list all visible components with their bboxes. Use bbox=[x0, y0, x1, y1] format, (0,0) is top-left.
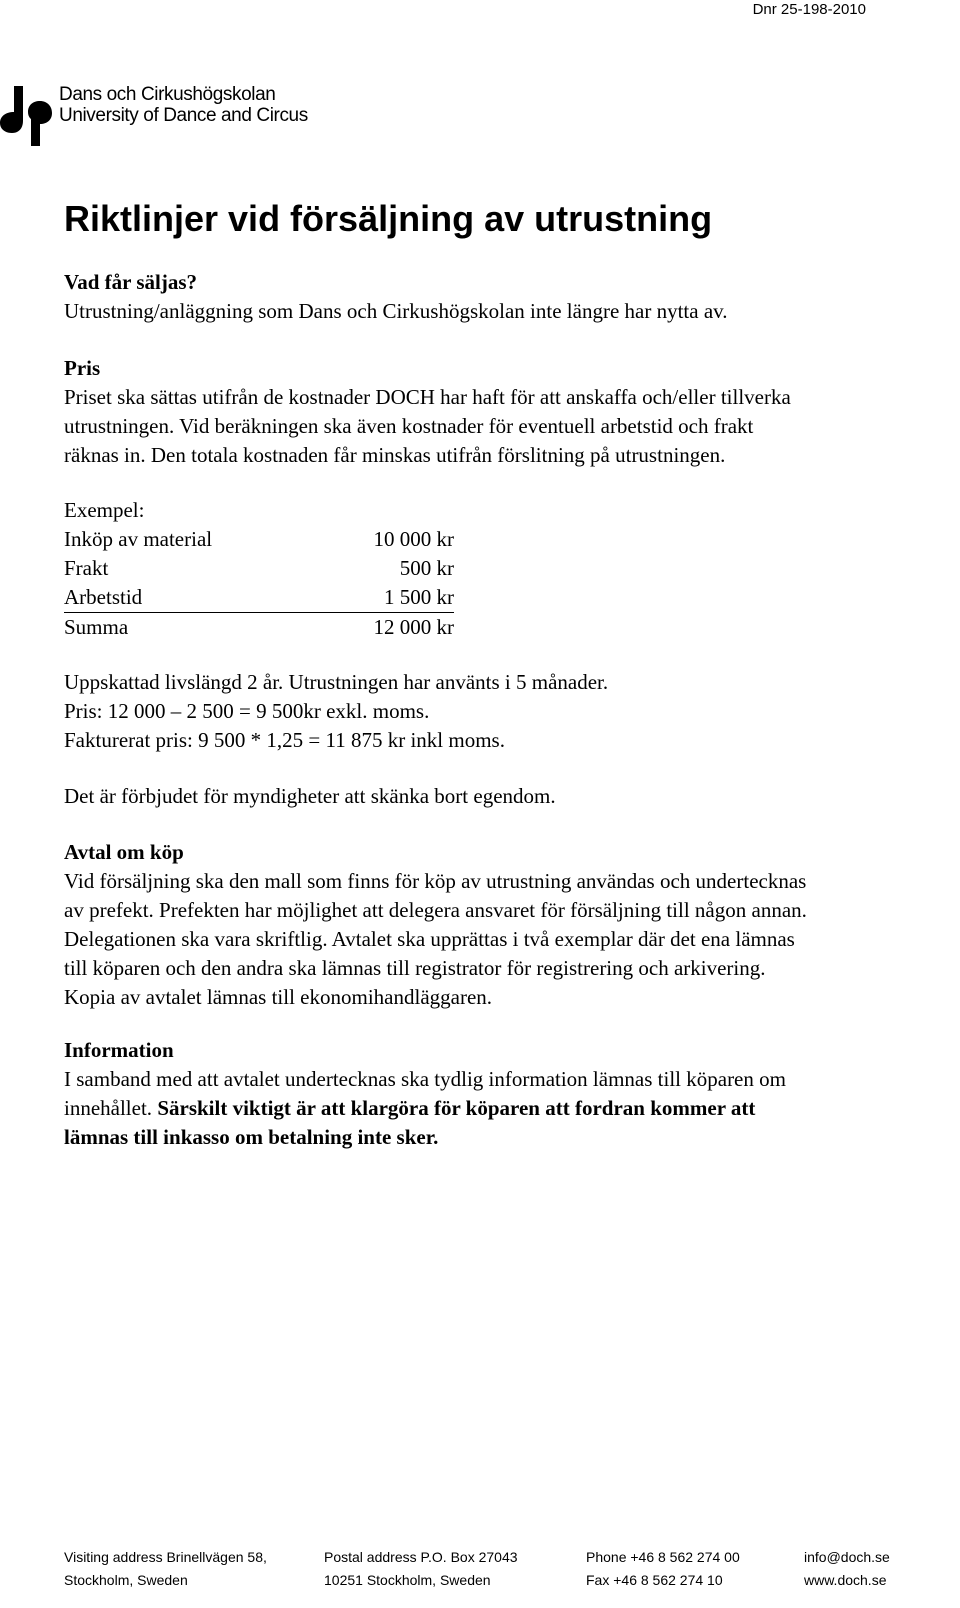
footer-contact bbox=[804, 1546, 890, 1592]
document-number: Dnr 25-198-2010 bbox=[752, 1, 866, 18]
section-heading: Pris bbox=[64, 356, 101, 380]
paragraph-line: Uppskattad livslängd 2 år. Utrustningen har använts i 5 månader. bbox=[64, 670, 609, 694]
visiting-address-line: Visiting address Brinellvägen 58, bbox=[64, 1549, 267, 1565]
doch-logo-mark-icon bbox=[0, 86, 52, 148]
fax-number: Fax +46 8 562 274 10 bbox=[586, 1572, 723, 1588]
table-row bbox=[64, 554, 454, 583]
visiting-address-city: Stockholm, Sweden bbox=[64, 1572, 188, 1588]
email-link[interactable]: info@doch.se bbox=[804, 1549, 890, 1565]
section-information bbox=[64, 1036, 960, 1152]
section-example bbox=[64, 496, 960, 642]
text-span: innehållet. bbox=[64, 1096, 158, 1120]
paragraph-line: I samband med att avtalet undertecknas ska tydlig information lämnas till köparen om bbox=[64, 1067, 786, 1091]
footer-postal-address bbox=[324, 1546, 518, 1592]
website-link[interactable]: www.doch.se bbox=[804, 1572, 887, 1588]
paragraph-line: Pris: 12 000 – 2 500 = 9 500kr exkl. moms. bbox=[64, 699, 430, 723]
paragraph-line: av prefekt. Prefekten har möjlighet att delegera ansvaret för försäljning till någon annan. bbox=[64, 898, 807, 922]
cost-value: 500 kr bbox=[399, 556, 454, 580]
cost-label: Frakt bbox=[64, 556, 109, 580]
cost-label: Inköp av material bbox=[64, 527, 213, 551]
footer-visiting-address bbox=[64, 1546, 267, 1592]
institution-name bbox=[59, 84, 308, 126]
emphasis-text: lämnas till inkasso om betalning inte sker. bbox=[64, 1125, 439, 1149]
forbidden-note bbox=[64, 782, 960, 811]
paragraph-line: till köparen och den andra ska lämnas till registrator för registrering och arkivering. bbox=[64, 956, 766, 980]
section-what-can-be-sold bbox=[64, 268, 960, 326]
section-heading: Avtal om köp bbox=[64, 840, 184, 864]
cost-label: Arbetstid bbox=[64, 583, 354, 613]
cost-label: Summa bbox=[64, 615, 129, 639]
phone-number: Phone +46 8 562 274 00 bbox=[586, 1549, 740, 1565]
cost-value: 1 500 kr bbox=[354, 583, 454, 613]
example-label: Exempel: bbox=[64, 498, 145, 522]
footer-phone-fax bbox=[586, 1546, 740, 1592]
paragraph: Utrustning/anläggning som Dans och Cirkushögskolan inte längre har nytta av. bbox=[64, 299, 728, 323]
cost-example-table bbox=[64, 525, 454, 642]
paragraph-line: utrustningen. Vid beräkningen ska även kostnader för eventuell arbetstid och frakt bbox=[64, 414, 754, 438]
table-row-total bbox=[64, 613, 454, 643]
paragraph-line: Fakturerat pris: 9 500 * 1,25 = 11 875 kr inkl moms. bbox=[64, 728, 505, 752]
example-calculation bbox=[64, 668, 960, 755]
paragraph: Det är förbjudet för myndigheter att skänka bort egendom. bbox=[64, 784, 556, 808]
section-purchase-agreement bbox=[64, 838, 960, 1012]
paragraph-line: Delegationen ska vara skriftlig. Avtalet ska upprättas i två exemplar där det ena lämnas bbox=[64, 927, 795, 951]
paragraph-line: Vid försäljning ska den mall som finns för köp av utrustning användas och undertecknas bbox=[64, 869, 807, 893]
emphasis-text: Särskilt viktigt är att klargöra för köparen att fordran kommer att bbox=[157, 1096, 756, 1120]
section-heading: Information bbox=[64, 1038, 174, 1062]
paragraph-line: Kopia av avtalet lämnas till ekonomihandläggaren. bbox=[64, 985, 493, 1009]
cost-value: 10 000 kr bbox=[373, 527, 454, 551]
table-row bbox=[64, 583, 454, 613]
paragraph-line: Priset ska sättas utifrån de kostnader DOCH har haft för att anskaffa och/eller tillverka bbox=[64, 385, 791, 409]
postal-address-city: 10251 Stockholm, Sweden bbox=[324, 1572, 491, 1588]
paragraph-line: räknas in. Den totala kostnaden får minskas utifrån förslitning på utrustningen. bbox=[64, 443, 726, 467]
institution-name-swedish: Dans och Cirkushögskolan bbox=[59, 84, 276, 105]
paragraph-line bbox=[64, 1094, 960, 1123]
institution-name-english: University of Dance and Circus bbox=[59, 105, 308, 126]
table-row bbox=[64, 525, 454, 554]
postal-address-line: Postal address P.O. Box 27043 bbox=[324, 1549, 518, 1565]
section-price bbox=[64, 354, 960, 470]
section-heading: Vad får säljas? bbox=[64, 270, 198, 294]
page-title: Riktlinjer vid försäljning av utrustning bbox=[64, 198, 713, 239]
cost-value: 12 000 kr bbox=[373, 615, 454, 639]
